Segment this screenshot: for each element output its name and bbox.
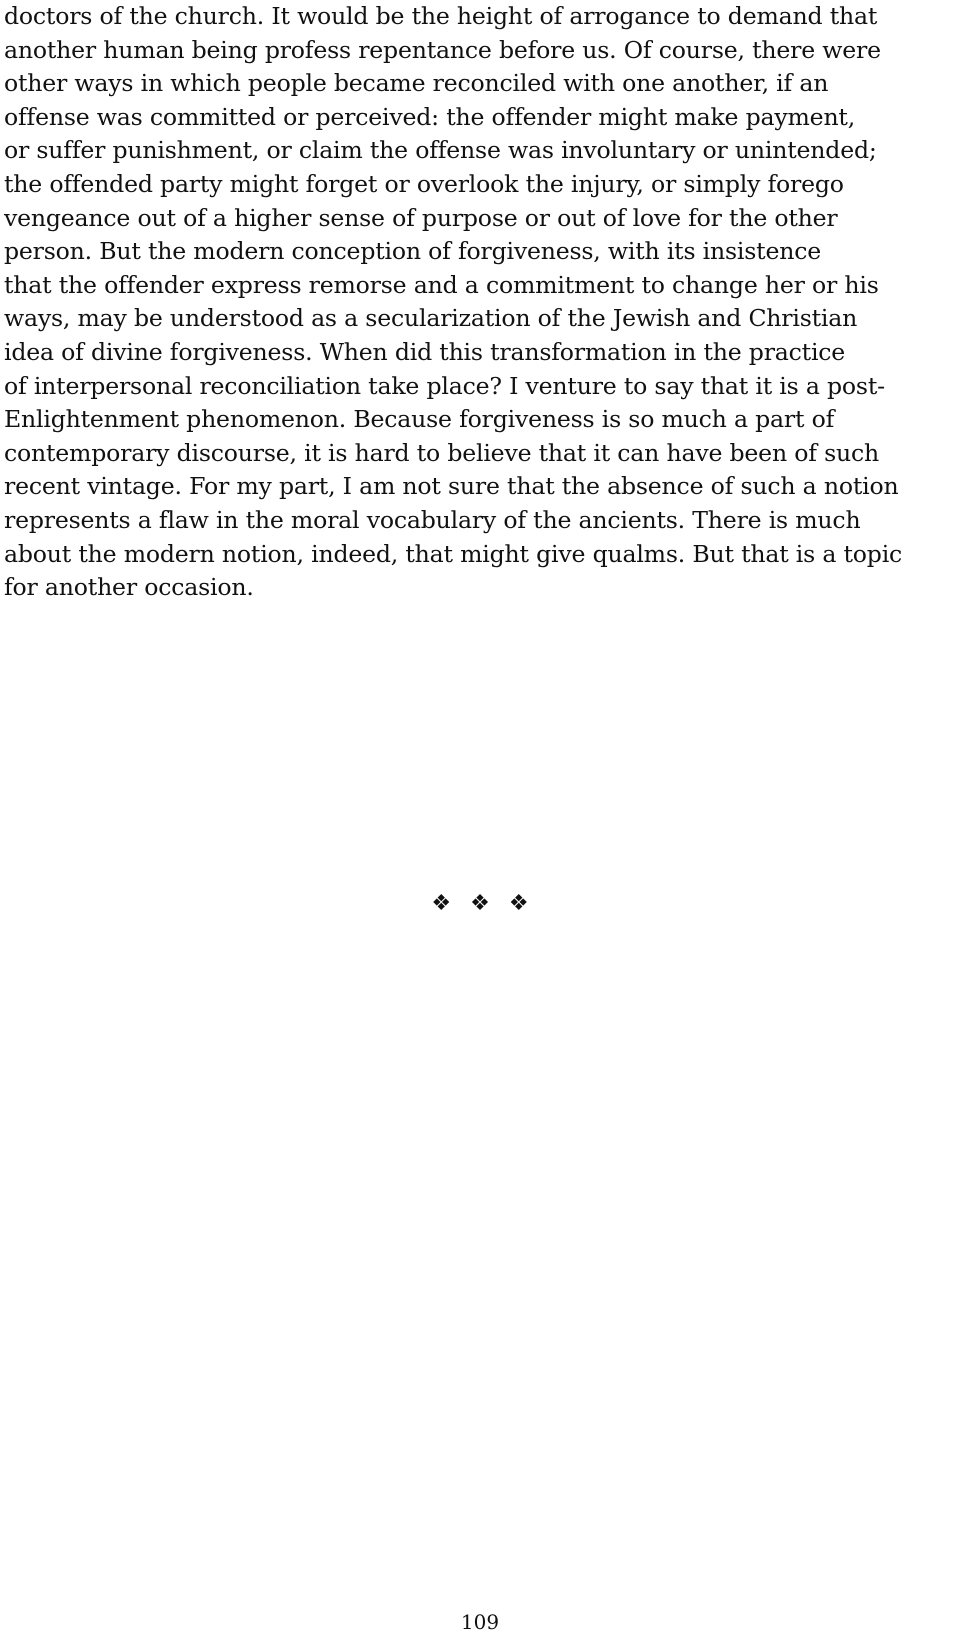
text-line: represents a flaw in the moral vocabulary of the ancients. There is much — [4, 505, 861, 534]
body-text — [4, 0, 954, 605]
text-line: or suffer punishment, or claim the offense was involuntary or unintended; — [4, 136, 877, 165]
text-line: other ways in which people became reconciled with one another, if an — [4, 69, 829, 98]
text-line: person. But the modern conception of forgiveness, with its insistence — [4, 237, 821, 266]
text-line: vengeance out of a higher sense of purpose or out of love for the other — [4, 203, 838, 232]
text-line: for another occasion. — [4, 573, 254, 602]
text-line: idea of divine forgiveness. When did this transformation in the practice — [4, 337, 846, 366]
text-line: ways, may be understood as a secularization of the Jewish and Christian — [4, 304, 858, 333]
section-break-ornaments — [0, 884, 960, 924]
text-line: contemporary discourse, it is hard to believe that it can have been of such — [4, 438, 879, 467]
four-diamond-ornament-icon: ❖ — [431, 891, 452, 916]
text-line: doctors of the church. It would be the height of arrogance to demand that — [4, 2, 878, 30]
text-line: about the modern notion, indeed, that might give qualms. But that is a topic — [4, 539, 903, 568]
text-line: another human being profess repentance before us. Of course, there were — [4, 35, 881, 64]
text-line: offense was committed or perceived: the offender might make payment, — [4, 102, 856, 131]
text-line: that the offender express remorse and a commitment to change her or his — [4, 270, 879, 299]
four-diamond-ornament-icon: ❖ — [508, 891, 529, 916]
text-line: recent vintage. For my part, I am not sure that the absence of such a notion — [4, 472, 899, 501]
text-line: Enlightenment phenomenon. Because forgiveness is so much a part of — [4, 405, 835, 434]
page-number: 109 — [460, 1610, 500, 1634]
text-line: the offended party might forget or overlook the injury, or simply forego — [4, 169, 844, 198]
four-diamond-ornament-icon: ❖ — [470, 891, 490, 916]
text-line: of interpersonal reconciliation take place? I venture to say that it is a post- — [4, 371, 885, 400]
